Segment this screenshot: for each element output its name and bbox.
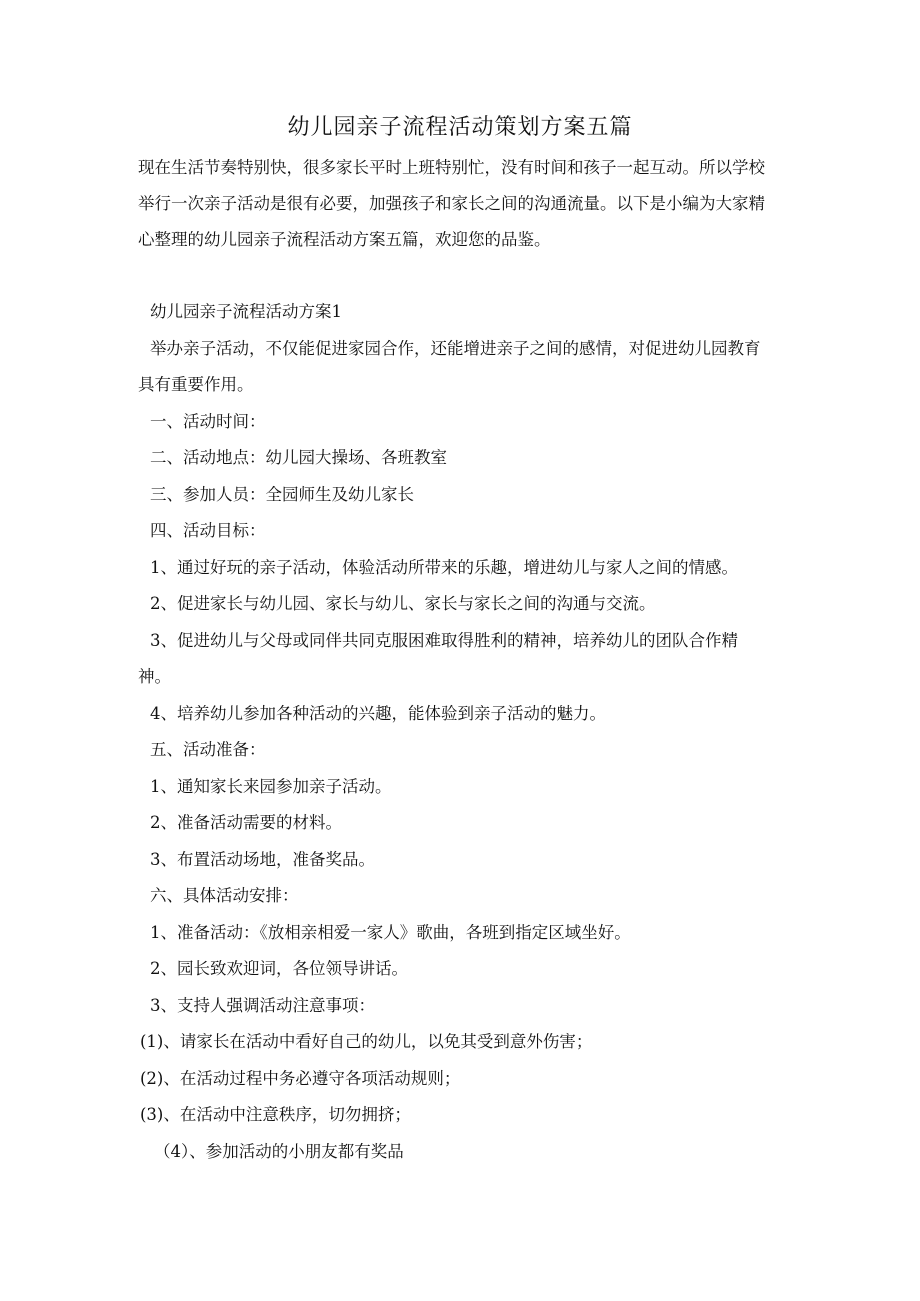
intro-paragraph [138, 150, 798, 258]
intro-line: 现在生活节奏特别快，很多家长平时上班特别忙，没有时间和孩子一起互动。所以学校 [138, 158, 765, 177]
body-line: 2、园长致欢迎词，各位领导讲话。 [150, 959, 408, 978]
body-line: 举办亲子活动，不仅能促进家园合作，还能增进亲子之间的感情，对促进幼儿园教育 [150, 338, 761, 358]
section-heading: 幼儿园亲子流程活动方案1 [150, 302, 342, 321]
body-line: 六、具体活动安排： [150, 886, 299, 905]
body-line: 神。 [138, 667, 171, 686]
body-line: 1、通过好玩的亲子活动，体验活动所带来的乐趣，增进幼儿与家人之间的情感。 [150, 557, 738, 577]
body-line: 四、活动目标： [150, 521, 266, 540]
body-line: (2)、在活动过程中务必遵守各项活动规则； [140, 1068, 461, 1088]
body-line: 具有重要作用。 [138, 375, 254, 394]
body-line: 1、准备活动：《放相亲相爱一家人》歌曲，各班到指定区域坐好。 [150, 922, 631, 942]
body-line: 3、布置活动场地，准备奖品。 [150, 849, 375, 869]
body-line: 1、通知家长来园参加亲子活动。 [150, 776, 392, 796]
document-title: 幼儿园亲子流程活动策划方案五篇 [287, 115, 633, 140]
body-line: 一、活动时间： [150, 411, 266, 431]
body-line: （4）、参加活动的小朋友都有奖品 [154, 1141, 404, 1161]
intro-line: 举行一次亲子活动是很有必要，加强孩子和家长之间的沟通流量。以下是小编为大家精 [138, 194, 765, 213]
intro-line: 心整理的幼儿园亲子流程活动方案五篇，欢迎您的品鉴。 [138, 230, 551, 249]
body-line: 三、参加人员：全园师生及幼儿家长 [150, 484, 414, 504]
body-line: 二、活动地点：幼儿园大操场、各班教室 [150, 448, 447, 467]
body-line: (3)、在活动中注意秩序，切勿拥挤； [140, 1105, 411, 1124]
body-line: 3、促进幼儿与父母或同伴共同克服困难取得胜利的精神，培养幼儿的团队合作精 [150, 630, 738, 650]
body-line: (1)、请家长在活动中看好自己的幼儿，以免其受到意外伤害； [140, 1032, 593, 1051]
plan-body [138, 294, 798, 1170]
body-line: 3、支持人强调活动注意事项： [150, 995, 375, 1015]
body-line: 五、活动准备： [150, 740, 266, 759]
body-line: 2、促进家长与幼儿园、家长与幼儿、家长与家长之间的沟通与交流。 [150, 594, 656, 613]
body-line: 4、培养幼儿参加各种活动的兴趣，能体验到亲子活动的魅力。 [150, 703, 606, 723]
body-line: 2、准备活动需要的材料。 [150, 813, 342, 832]
